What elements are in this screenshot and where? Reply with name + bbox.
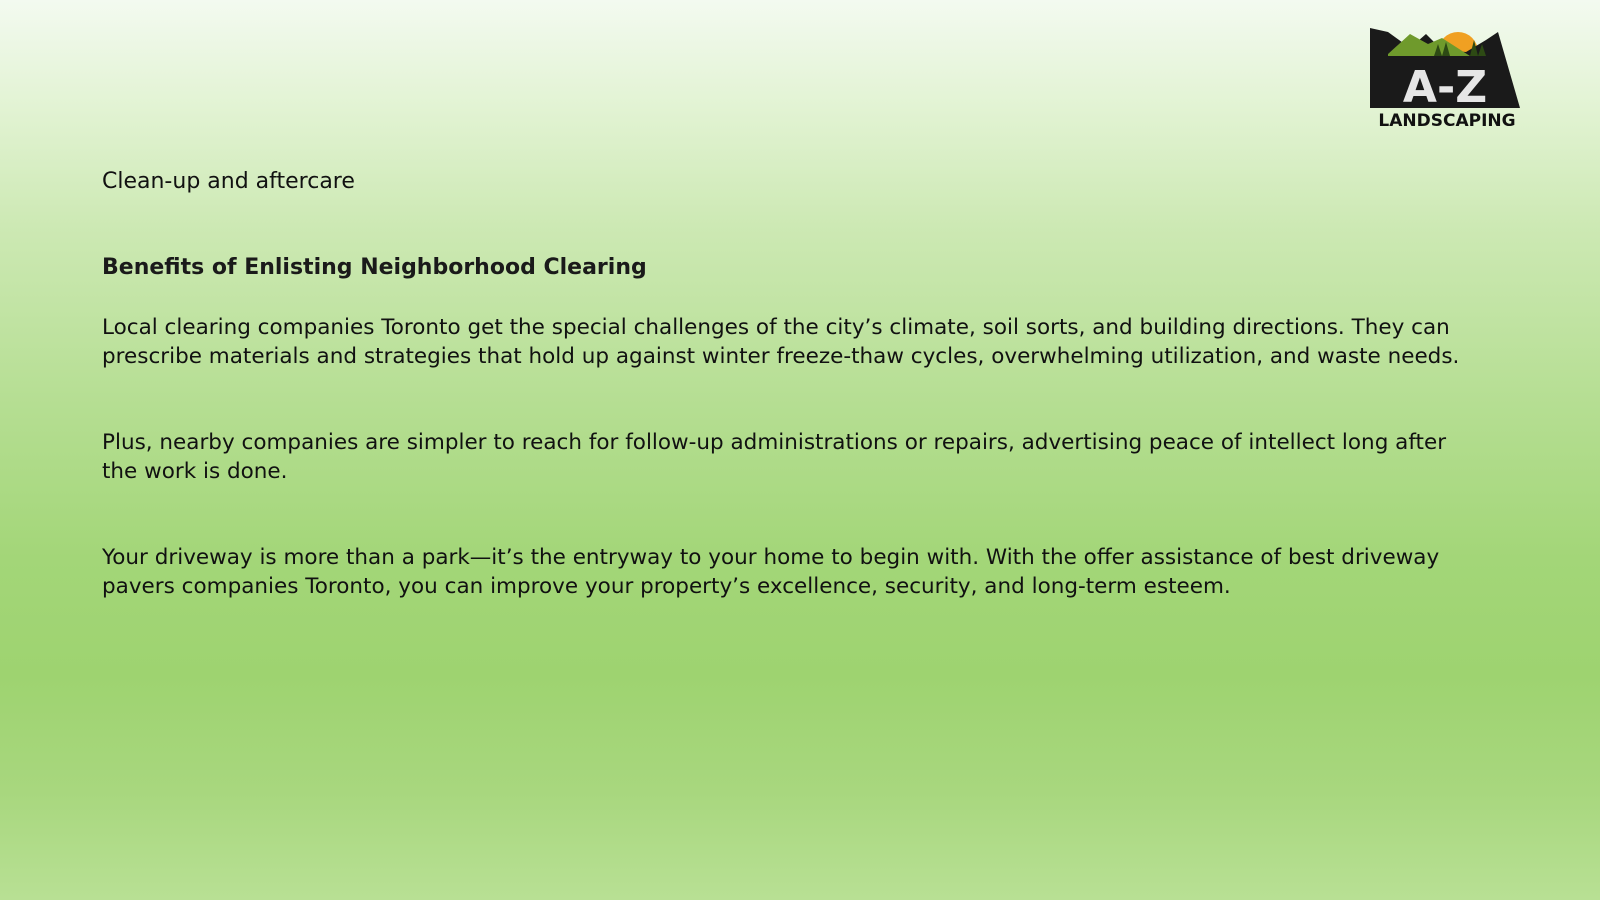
paragraph-driveway: Your driveway is more than a park—it’s the entryway to your home to begin with. With the offer assistance of best driveway pavers companies Toronto, you can improve your property’s excellence, security, and long-term esteem. xyxy=(102,545,1440,599)
section-heading: Benefits of Enlisting Neighborhood Clearing xyxy=(102,255,647,280)
svg-text:A-Z: A-Z xyxy=(1402,62,1488,113)
svg-text:LANDSCAPING: LANDSCAPING xyxy=(1378,111,1516,131)
brand-logo xyxy=(1370,26,1524,132)
paragraph-nearby-companies: Plus, nearby companies are simpler to reach for follow-up administrations or repairs, advertising peace of intellect long after the work is done. xyxy=(102,430,1447,484)
mountain-logo-icon xyxy=(1370,26,1524,132)
paragraph-local-companies: Local clearing companies Toronto get the special challenges of the city’s climate, soil sorts, and building directions. They can prescribe materials and strategies that hold up against winter freeze-thaw cycles, overwhelming utilization, and waste needs. xyxy=(102,315,1460,369)
list-item-cleanup: Clean-up and aftercare xyxy=(102,169,355,194)
